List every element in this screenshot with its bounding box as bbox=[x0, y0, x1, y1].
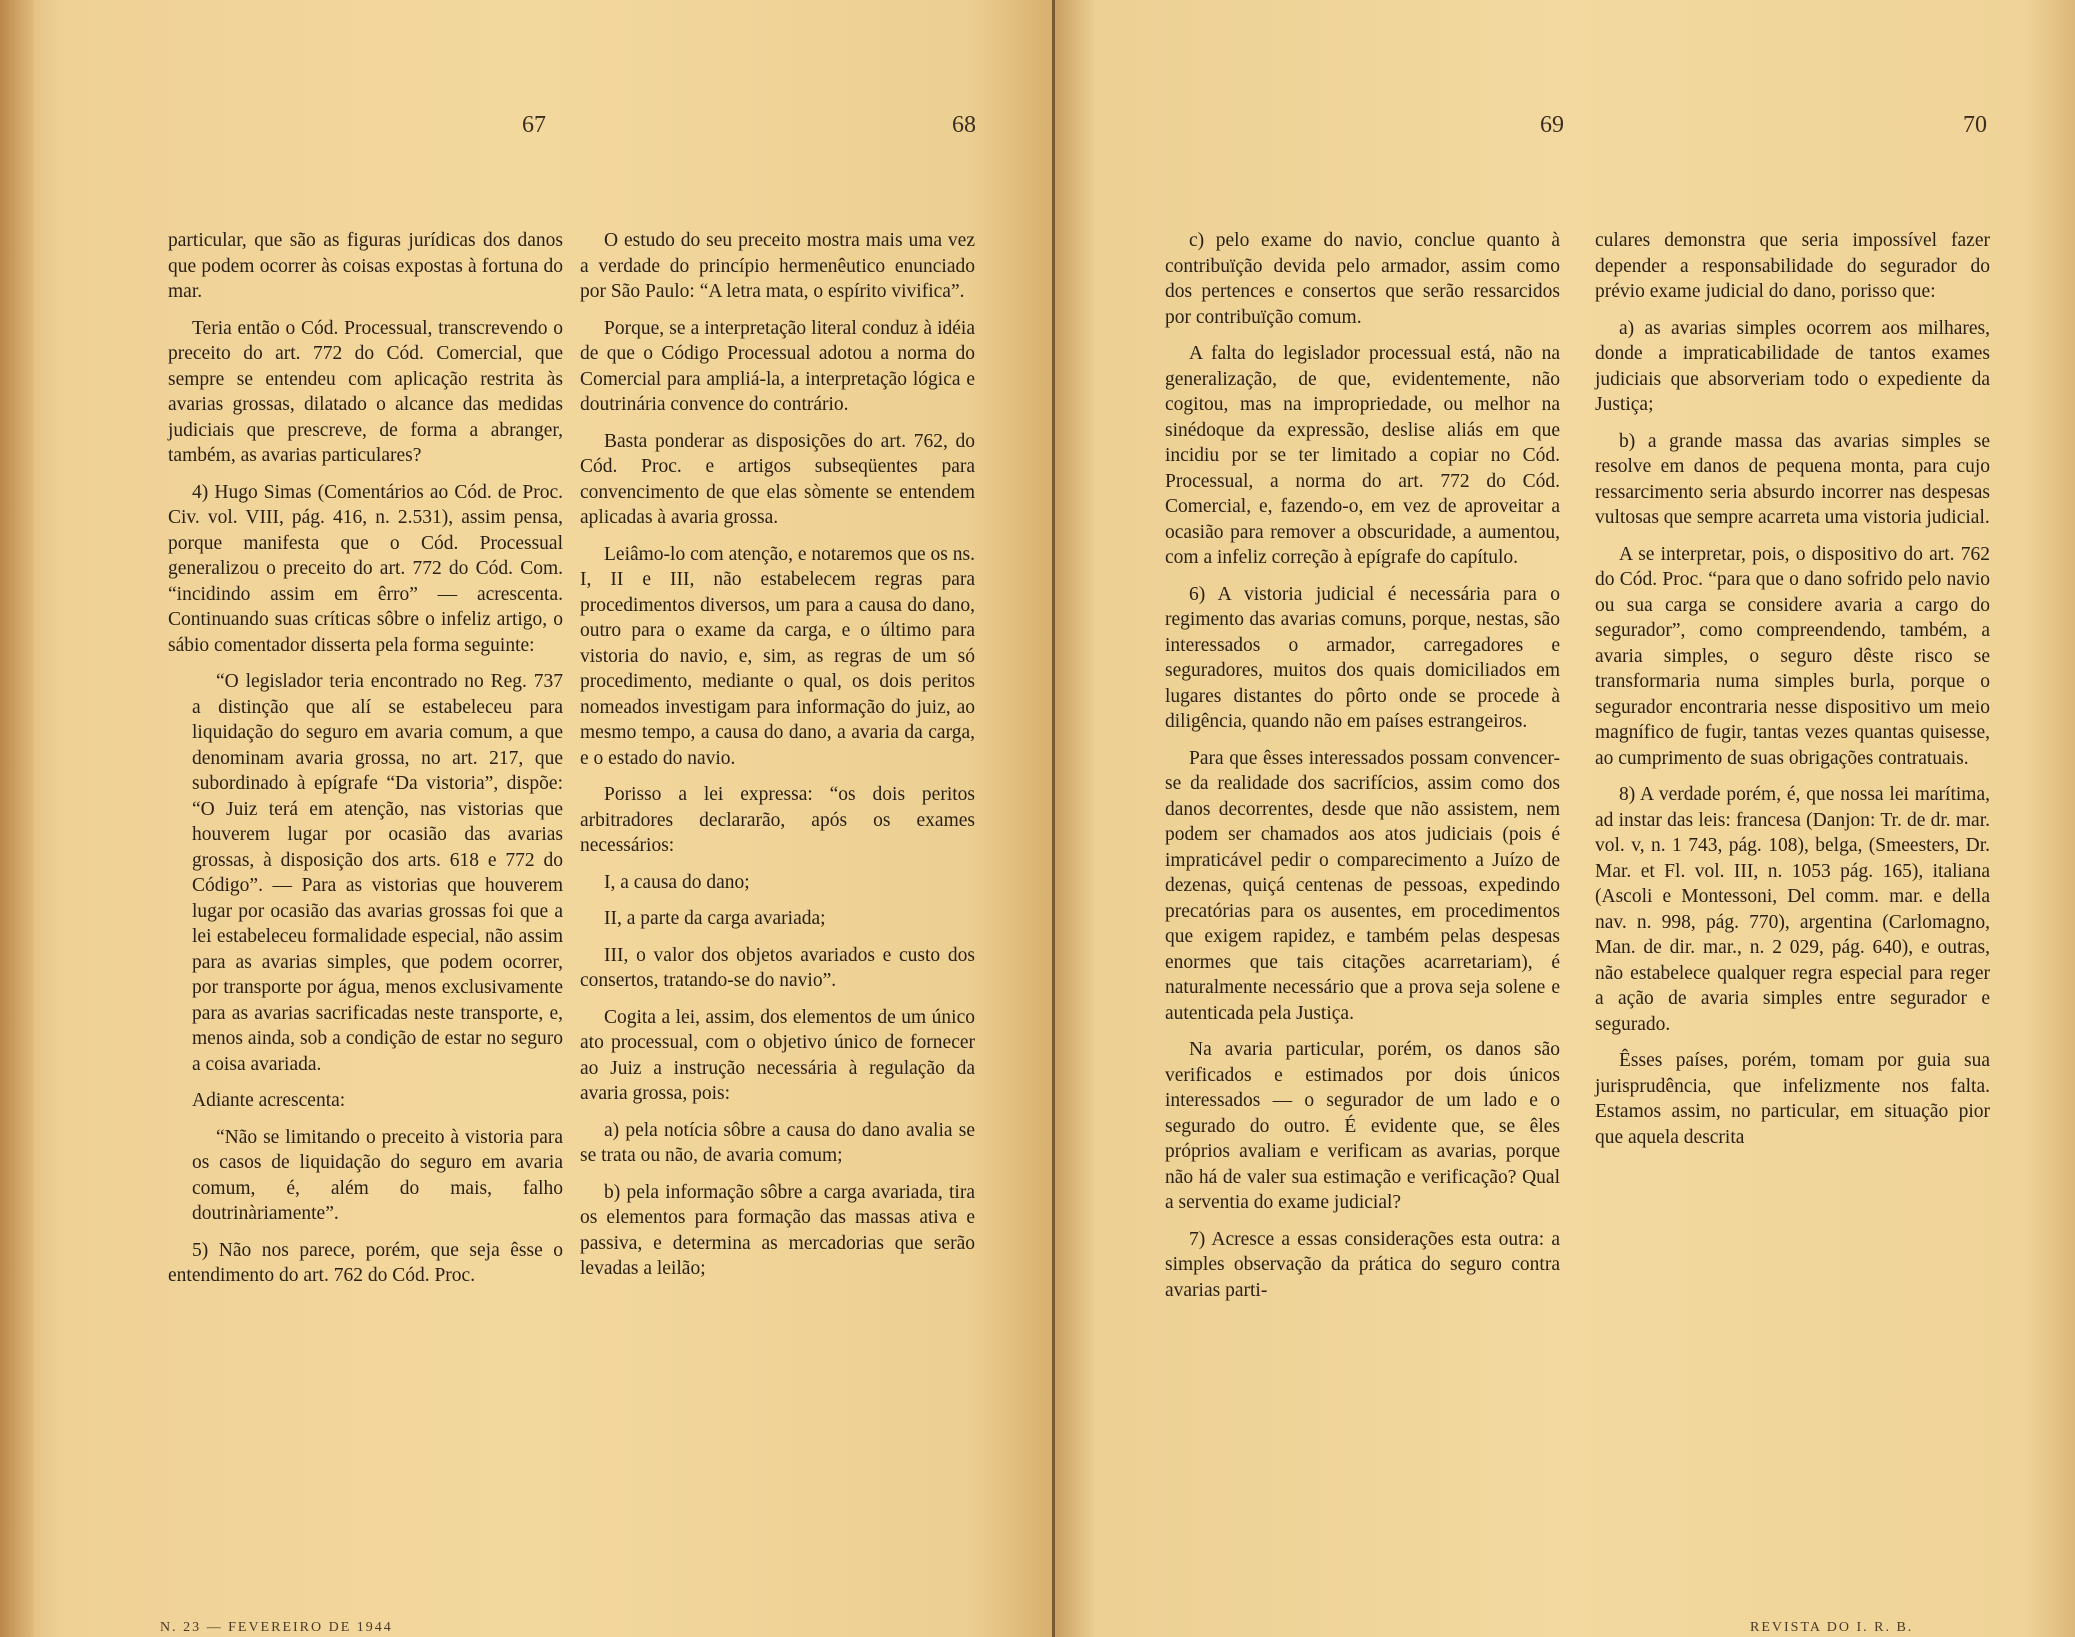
page-number-70: 70 bbox=[1963, 112, 1987, 138]
paragraph: 5) Não nos parece, porém, que seja êsse o entendimento do art. 762 do Cód. Proc. bbox=[168, 1239, 563, 1286]
quote-paragraph: “O legislador teria encontrado no Reg. 737 a distinção que alí se estabeleceu para liquidação do seguro em avaria comum, a que denominam avaria grossa, no art. 217, que subordinado à epígrafe “Da vistoria”, dispõe: “O Juiz terá em atenção, nas vistorias que houverem lugar por ocasião das avarias grossas, à disposição dos arts. 618 e 772 do Código”. — Para as vistorias que houverem lugar por ocasião das avarias grossas foi que a lei estabeleceu formalidade especial, não assim para as avarias simples, que podem ocorrer, por transporte por água, menos exclusivamente para as avarias sacrificadas neste transporte, e, menos ainda, sob a condição de estar no seguro a coisa avariada. bbox=[192, 671, 563, 1075]
right-leaf bbox=[1055, 0, 2075, 1637]
column-4 bbox=[1595, 228, 1990, 1161]
list-item: a) pela notícia sôbre a causa do dano avalia se se trata ou não, de avaria comum; bbox=[580, 1119, 975, 1166]
page-number-67: 67 bbox=[522, 112, 546, 138]
list-item: b) pela informação sôbre a carga avariada, tira os elementos para formação das massas ativa e passiva, e determina as mercadorias que serão levadas a leilão; bbox=[580, 1181, 975, 1279]
paragraph: Na avaria particular, porém, os danos são verificados e estimados por dois únicos interessados — o segurador de um lado e o segurado do outro. É evidente que, se êles próprios avaliam e verificam as avarias, porque não há de valer sua estimação e verificação? Qual a serventia do exame judicial? bbox=[1165, 1039, 1560, 1213]
paragraph: 8) A verdade porém, é, que nossa lei marítima, ad instar das leis: francesa (Danjon: Tr. de dr. mar. vol. v, n. 1 743, pág. 108), belga, (Smeesters, Dr. Mar. et Fl. vol. III, n. 1053 pág. 165), italiana (Ascoli e Montessoni, Del comm. mar. e della nav. n. 998, pág. 770), argentina (Carlomagno, Man. de dir. mar., n. 2 029, pág. 640), e outras, não estabelece qualquer regra especial para reger a ação de avaria simples entre segurador e segurado. bbox=[1595, 784, 1990, 1035]
paragraph: Êsses países, porém, tomam por guia sua jurisprudência, que infelizmente nos falta. Estamos assim, no particular, em situação pior que aquela descrita bbox=[1595, 1050, 1990, 1148]
paragraph: Para que êsses interessados possam convencer-se da realidade dos sacrifícios, assim como dos danos decorrentes, desde que não assistem, nem podem ser chamados aos atos judiciais (pois é impraticável pedir o comparecimento a Juízo de dezenas, quiçá centenas de pessoas, expedindo precatórias para os ausentes, em procedimentos que exigem rapidez, e também pelas despesas enormes que tais citações acarretariam), é naturalmente necessário que a prova seja solene e autenticada pela Justiça. bbox=[1165, 747, 1560, 1024]
footer-left: N. 23 — FEVEREIRO DE 1944 bbox=[160, 1620, 393, 1635]
page-number-69: 69 bbox=[1540, 112, 1564, 138]
paragraph: particular, que são as figuras jurídicas dos danos que podem ocorrer às coisas expostas à fortuna do mar. bbox=[168, 230, 563, 302]
paragraph: Cogita a lei, assim, dos elementos de um único ato processual, com o objetivo único de fornecer ao Juiz a instrução necessária à regulação da avaria grossa, pois: bbox=[580, 1006, 975, 1104]
paragraph: Teria então o Cód. Processual, transcrevendo o preceito do art. 772 do Cód. Comercial, que sempre se entendeu com aplicação restrita às avarias grossas, dilatado o alcance das medidas judiciais que prescreve, de forma a abranger, também, as avarias particulares? bbox=[168, 317, 563, 466]
paragraph: culares demonstra que seria impossível fazer depender a responsabilidade do segurador do prévio exame judicial do dano, porisso que: bbox=[1595, 230, 1990, 302]
column-1 bbox=[168, 228, 563, 1300]
list-item: b) a grande massa das avarias simples se resolve em danos de pequena monta, para cujo ressarcimento seria absurdo incorrer nas despesas vultosas que sempre acarreta uma vistoria judicial. bbox=[1595, 430, 1990, 528]
paragraph: A se interpretar, pois, o dispositivo do art. 762 do Cód. Proc. “para que o dano sofrido pelo navio ou sua carga se considere avaria a cargo do segurador”, como compreendendo, também, a avaria simples, o seguro dêste risco se transformaria numa simples burla, porque o segurador encontraria nesse dispositivo um meio magnífico de fugir, tantas vezes quantas quisesse, ao cumprimento de suas obrigações contratuais. bbox=[1595, 543, 1990, 769]
list-item: III, o valor dos objetos avariados e custo dos consertos, tratando-se do navio”. bbox=[580, 944, 975, 991]
list-item: I, a causa do dano; bbox=[604, 871, 750, 893]
quote-paragraph: “Não se limitando o preceito à vistoria para os casos de liquidação do seguro em avaria comum, é, além do mais, falho doutrinàriamente”. bbox=[192, 1126, 563, 1224]
paragraph: Leiâmo-lo com atenção, e notaremos que os ns. I, II e III, não estabelecem regras para procedimentos diversos, um para a causa do dano, outro para o exame da carga, e o último para vistoria do navio, e, sim, as regras de um só procedimento, mediante o qual, os dois peritos nomeados investigam para informação do juiz, ao mesmo tempo, a causa do dano, a avaria da carga, e o estado do navio. bbox=[580, 543, 975, 769]
column-3 bbox=[1165, 228, 1560, 1314]
paragraph: Porque, se a interpretação literal conduz à idéia de que o Código Processual adotou a norma do Comercial para ampliá-la, a interpretação lógica e doutrinária convence do contrário. bbox=[580, 317, 975, 415]
paragraph: Basta ponderar as disposições do art. 762, do Cód. Proc. e artigos subseqüentes para convencimento de que elas sòmente se entendem aplicadas à avaria grossa. bbox=[580, 430, 975, 528]
page-edge bbox=[0, 0, 34, 1637]
page-number-68: 68 bbox=[952, 112, 976, 138]
paragraph: A falta do legislador processual está, não na generalização, de que, evidentemente, não cogitou, mas na impropriedade, ou melhor na sinédoque da expressão, deslise aliás em que incidiu por se ter limitado a copiar no Cód. Processual, a norma do art. 772 do Cód. Comercial, e, fazendo-o, em vez de aproveitar a ocasião para remover a obscuridade, a aumentou, com a infeliz correção à epígrafe do capítulo. bbox=[1165, 343, 1560, 568]
paragraph: Adiante acrescenta: bbox=[192, 1090, 346, 1111]
list-item: c) pelo exame do navio, conclue quanto à contribuïção devida pelo armador, assim como dos pertences e consertos que serão ressarcidos por contribuïção comum. bbox=[1165, 230, 1560, 328]
paragraph: 6) A vistoria judicial é necessária para o regimento das avarias comuns, porque, nestas, são interessados o armador, carregadores e seguradores, muitos dos quais domiciliados em lugares distantes do pôrto onde se procede à diligência, quando não em países estrangeiros. bbox=[1165, 583, 1560, 732]
paragraph: 4) Hugo Simas (Comentários ao Cód. de Proc. Civ. vol. VIII, pág. 416, n. 2.531), assim pensa, porque manifesta que o Cód. Processual generalizou o preceito do art. 772 do Cód. Com. “incidindo assim em êrro” — acrescenta. Continuando suas críticas sôbre o infeliz artigo, o sábio comentador disserta pela forma seguinte: bbox=[168, 481, 563, 656]
paragraph: O estudo do seu preceito mostra mais uma vez a verdade do princípio hermenêutico enunciado por São Paulo: “A letra mata, o espírito vivifica”. bbox=[580, 230, 975, 302]
paragraph: 7) Acresce a essas considerações esta outra: a simples observação da prática do seguro contra avarias parti- bbox=[1165, 1228, 1560, 1301]
list-item: II, a parte da carga avariada; bbox=[604, 908, 826, 929]
paragraph: Porisso a lei expressa: “os dois peritos arbitradores declararão, após os exames necessários: bbox=[580, 784, 975, 856]
column-2 bbox=[580, 228, 975, 1293]
list-item: a) as avarias simples ocorrem aos milhares, donde a impraticabilidade de tantos exames judiciais que absorveriam todo o expediente da Justiça; bbox=[1595, 317, 1990, 415]
footer-right: REVISTA DO I. R. B. bbox=[1750, 1620, 1914, 1635]
